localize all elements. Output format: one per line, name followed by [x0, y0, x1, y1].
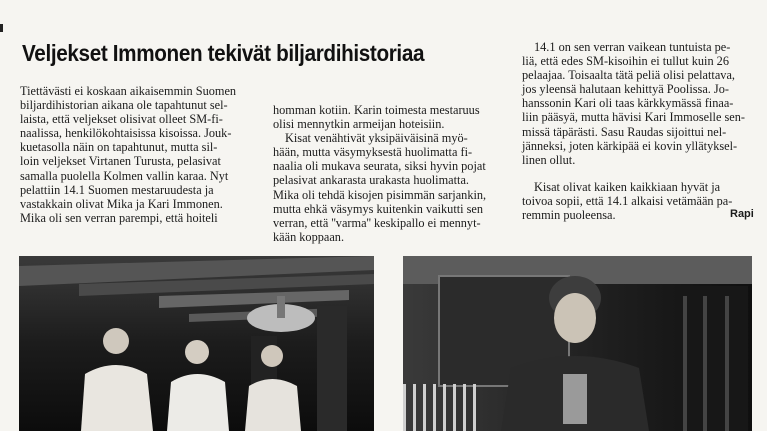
- text-line: liin pääsyä, mutta hävisi Kari Immoselle sen-: [522, 110, 745, 125]
- text-line: Mika oli sen verran parempi, että hoiteli: [20, 210, 218, 225]
- text-line: naalia oli mukava seurata, siksi hyvin pojat: [273, 159, 486, 174]
- text-line: pelasivat ankarasta urakasta huolimatta.: [273, 173, 469, 188]
- photo-single-player: [403, 256, 752, 431]
- text-line: remmin puoleensa.: [522, 208, 616, 223]
- text-line: kään koppaan.: [273, 229, 345, 244]
- text-line: kuetasolla näin on tapahtunut, mutta sil-: [20, 140, 218, 155]
- text-line: verran, että ''varma'' keskipallo ei mennyt-: [273, 215, 481, 230]
- article-column-3: [522, 40, 754, 222]
- text-line: biljardihistorian aikana ole tapahtunut sel-: [20, 98, 228, 113]
- text-line: Tiettävästi ei koskaan aikaisemmin Suomen: [20, 84, 237, 98]
- article-headline: Veljekset Immonen tekivät biljardihistoriaa: [22, 40, 425, 66]
- text-line: loin veljekset Virtanen Turusta, pelasivat: [20, 154, 221, 169]
- text-line: hanssonin Kari oli taas kärkkymässä finaa-: [522, 96, 734, 111]
- text-line: 14.1 on sen verran vaikean tuntuista pe-: [534, 40, 731, 54]
- photo-three-players: [19, 256, 374, 431]
- page-edge-mark: [0, 24, 3, 32]
- photo-three-players-image: [19, 256, 374, 431]
- text-line: jos yleensä halutaan kehittyä Poolissa. Jo-: [522, 82, 729, 97]
- text-line: linen ollut.: [522, 152, 576, 167]
- text-line: hään, mutta väsymyksestä huolimatta fi-: [273, 145, 473, 160]
- text-line: toivoa sopii, että 14.1 alkaisi vetämään pa-: [522, 193, 733, 208]
- text-line: samalla puolella Kolmen vallin karaa. Nyt: [20, 168, 229, 183]
- text-line: Mika oli tehdä kisojen pisimmän sarjankin,: [273, 187, 487, 202]
- article-column-2: [273, 103, 517, 244]
- text-line: vastakkain olivat Mika ja Kari Immonen.: [20, 196, 223, 211]
- text-line: missä täpärästi. Sasu Raudas sijoittui nel-: [522, 124, 727, 139]
- text-line: liä, että edes SM-kisoihin ei tullut kuin 26: [522, 54, 729, 69]
- author-signature: Rapi: [730, 208, 754, 220]
- text-line: homman kotiin. Karin toimesta mestaruus: [273, 103, 480, 117]
- text-line: Kisat venähtivät yksipäiväisinä myö-: [285, 131, 468, 146]
- text-line: naalissa, henkilökohtaisissa kisoissa. Jouk-: [20, 126, 232, 141]
- photo-single-player-image: [403, 256, 752, 431]
- text-line: laista, että veljekset olisivat olleet SM-fi-: [20, 112, 223, 127]
- text-line: olisi mennytkin armeijan hoteisiin.: [273, 117, 445, 132]
- text-line: pelattiin 14.1 Suomen mestaruudesta ja: [20, 182, 214, 197]
- text-line: jänneksi, joten kärkipää ei kovin yllätyksel-: [522, 138, 738, 153]
- text-line: Kisat olivat kaiken kaikkiaan hyvät ja: [534, 179, 721, 194]
- article-column-1: [20, 84, 260, 225]
- text-line: pelaajaa. Toisaalta tätä peliä olisi pelattava,: [522, 68, 735, 83]
- text-line: mutta ehkä väsymys kuitenkin vaikutti sen: [273, 201, 484, 216]
